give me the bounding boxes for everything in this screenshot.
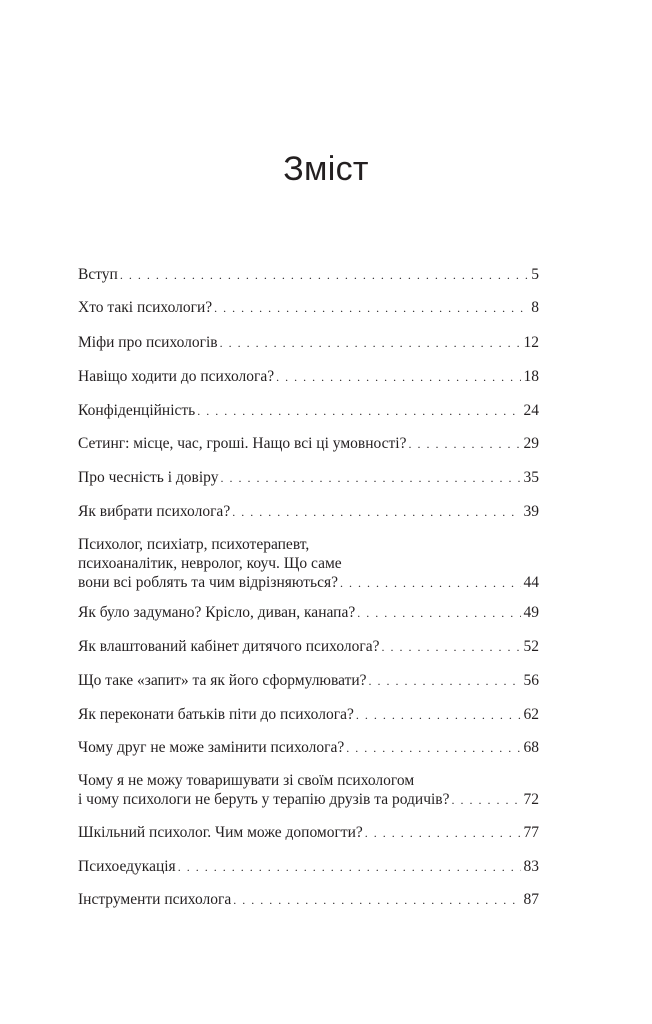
toc-page-number: 72	[523, 791, 539, 808]
toc-entry-title: вони всі роблять та чим відрізняються?	[78, 574, 339, 591]
toc-page-number: 24	[523, 402, 539, 419]
toc-entry-title: Психоедукація	[78, 858, 176, 875]
toc-entry-title: Як переконати батьків піти до психолога?	[78, 706, 354, 723]
toc-entry[interactable]	[78, 502, 539, 521]
dot-leader	[408, 435, 520, 454]
dot-leader	[232, 503, 520, 522]
toc-entry[interactable]	[78, 298, 539, 317]
toc-entry[interactable]	[78, 857, 539, 876]
toc-page-number: 68	[523, 739, 539, 756]
toc-page-number: 44	[523, 574, 539, 591]
toc-entry[interactable]	[78, 265, 539, 284]
toc-entry[interactable]	[78, 434, 539, 453]
toc-entry-title: Як вибрати психолога?	[78, 503, 231, 520]
toc-entry-title-line: Чому я не можу товаришувати зі своїм психологом	[78, 772, 415, 789]
toc-page-number: 39	[523, 503, 539, 520]
toc-page-number: 29	[523, 435, 539, 452]
dot-leader	[381, 638, 520, 657]
toc-page-number: 49	[523, 604, 539, 621]
dot-leader	[220, 469, 520, 488]
dot-leader	[120, 266, 528, 285]
toc-entry[interactable]	[78, 823, 539, 842]
toc-entry[interactable]	[78, 637, 539, 656]
dot-leader	[452, 791, 521, 810]
toc-entry-title: Про чесність і довіру	[78, 469, 219, 486]
page-title: Зміст	[283, 150, 369, 188]
toc-page-number: 35	[523, 469, 539, 486]
toc-page-number: 18	[523, 368, 539, 385]
toc-entry[interactable]	[78, 401, 539, 420]
toc-entry[interactable]	[78, 890, 539, 909]
dot-leader	[357, 604, 520, 623]
toc-entry-title: Чому друг не може замінити психолога?	[78, 739, 345, 756]
toc-entry[interactable]	[78, 738, 539, 757]
toc-page-number: 62	[523, 706, 539, 723]
toc-page-number: 87	[523, 891, 539, 908]
toc-entry-title: Шкільний психолог. Чим може допомогти?	[78, 824, 363, 841]
toc-entry-title: Як було задумано? Крісло, диван, канапа?	[78, 604, 356, 621]
dot-leader	[369, 672, 521, 691]
toc-entry[interactable]	[78, 468, 539, 487]
toc-entry-title-line: психоаналітик, невролог, коуч. Що саме	[78, 555, 342, 572]
toc-page-number: 5	[531, 266, 539, 283]
toc-entry-title: Як влаштований кабінет дитячого психолога?	[78, 638, 380, 655]
toc-entry-title: Міфи про психологів	[78, 334, 218, 351]
toc-entry-title: Вступ	[78, 266, 118, 283]
toc-entry[interactable]	[78, 705, 539, 724]
toc-entry[interactable]	[78, 771, 539, 809]
dot-leader	[346, 739, 520, 758]
dot-leader	[178, 858, 521, 877]
toc-entry[interactable]	[78, 535, 539, 592]
dot-leader	[276, 368, 520, 387]
toc-entry-title: Що таке «запит» та як його сформулювати?	[78, 672, 367, 689]
dot-leader	[356, 706, 521, 725]
dot-leader	[365, 824, 521, 843]
toc-entry[interactable]	[78, 367, 539, 386]
toc-entry-title: Хто такі психологи?	[78, 299, 213, 316]
dot-leader	[233, 891, 520, 910]
toc-page-number: 83	[523, 858, 539, 875]
toc-entry-title-line: Психолог, психіатр, психотерапевт,	[78, 536, 310, 553]
dot-leader	[340, 574, 520, 593]
toc-entry-title: Інструменти психолога	[78, 891, 232, 908]
toc-entry[interactable]	[78, 333, 539, 352]
toc-entry[interactable]	[78, 603, 539, 622]
toc-page-number: 52	[523, 638, 539, 655]
toc-entry-title: і чому психологи не беруть у терапію друзів та родичів?	[78, 791, 450, 808]
toc-page-number: 56	[523, 672, 539, 689]
toc-entry[interactable]	[78, 671, 539, 690]
toc-entry-title: Сетинг: місце, час, гроші. Нащо всі ці умовності?	[78, 435, 407, 452]
toc-page-number: 12	[523, 334, 539, 351]
dot-leader	[220, 334, 521, 353]
toc-page-number: 8	[531, 299, 539, 316]
dot-leader	[197, 402, 520, 421]
toc-page-number: 77	[523, 824, 539, 841]
dot-leader	[214, 299, 528, 318]
toc-entry-title: Навіщо ходити до психолога?	[78, 368, 275, 385]
toc-entry-title: Конфіденційність	[78, 402, 196, 419]
